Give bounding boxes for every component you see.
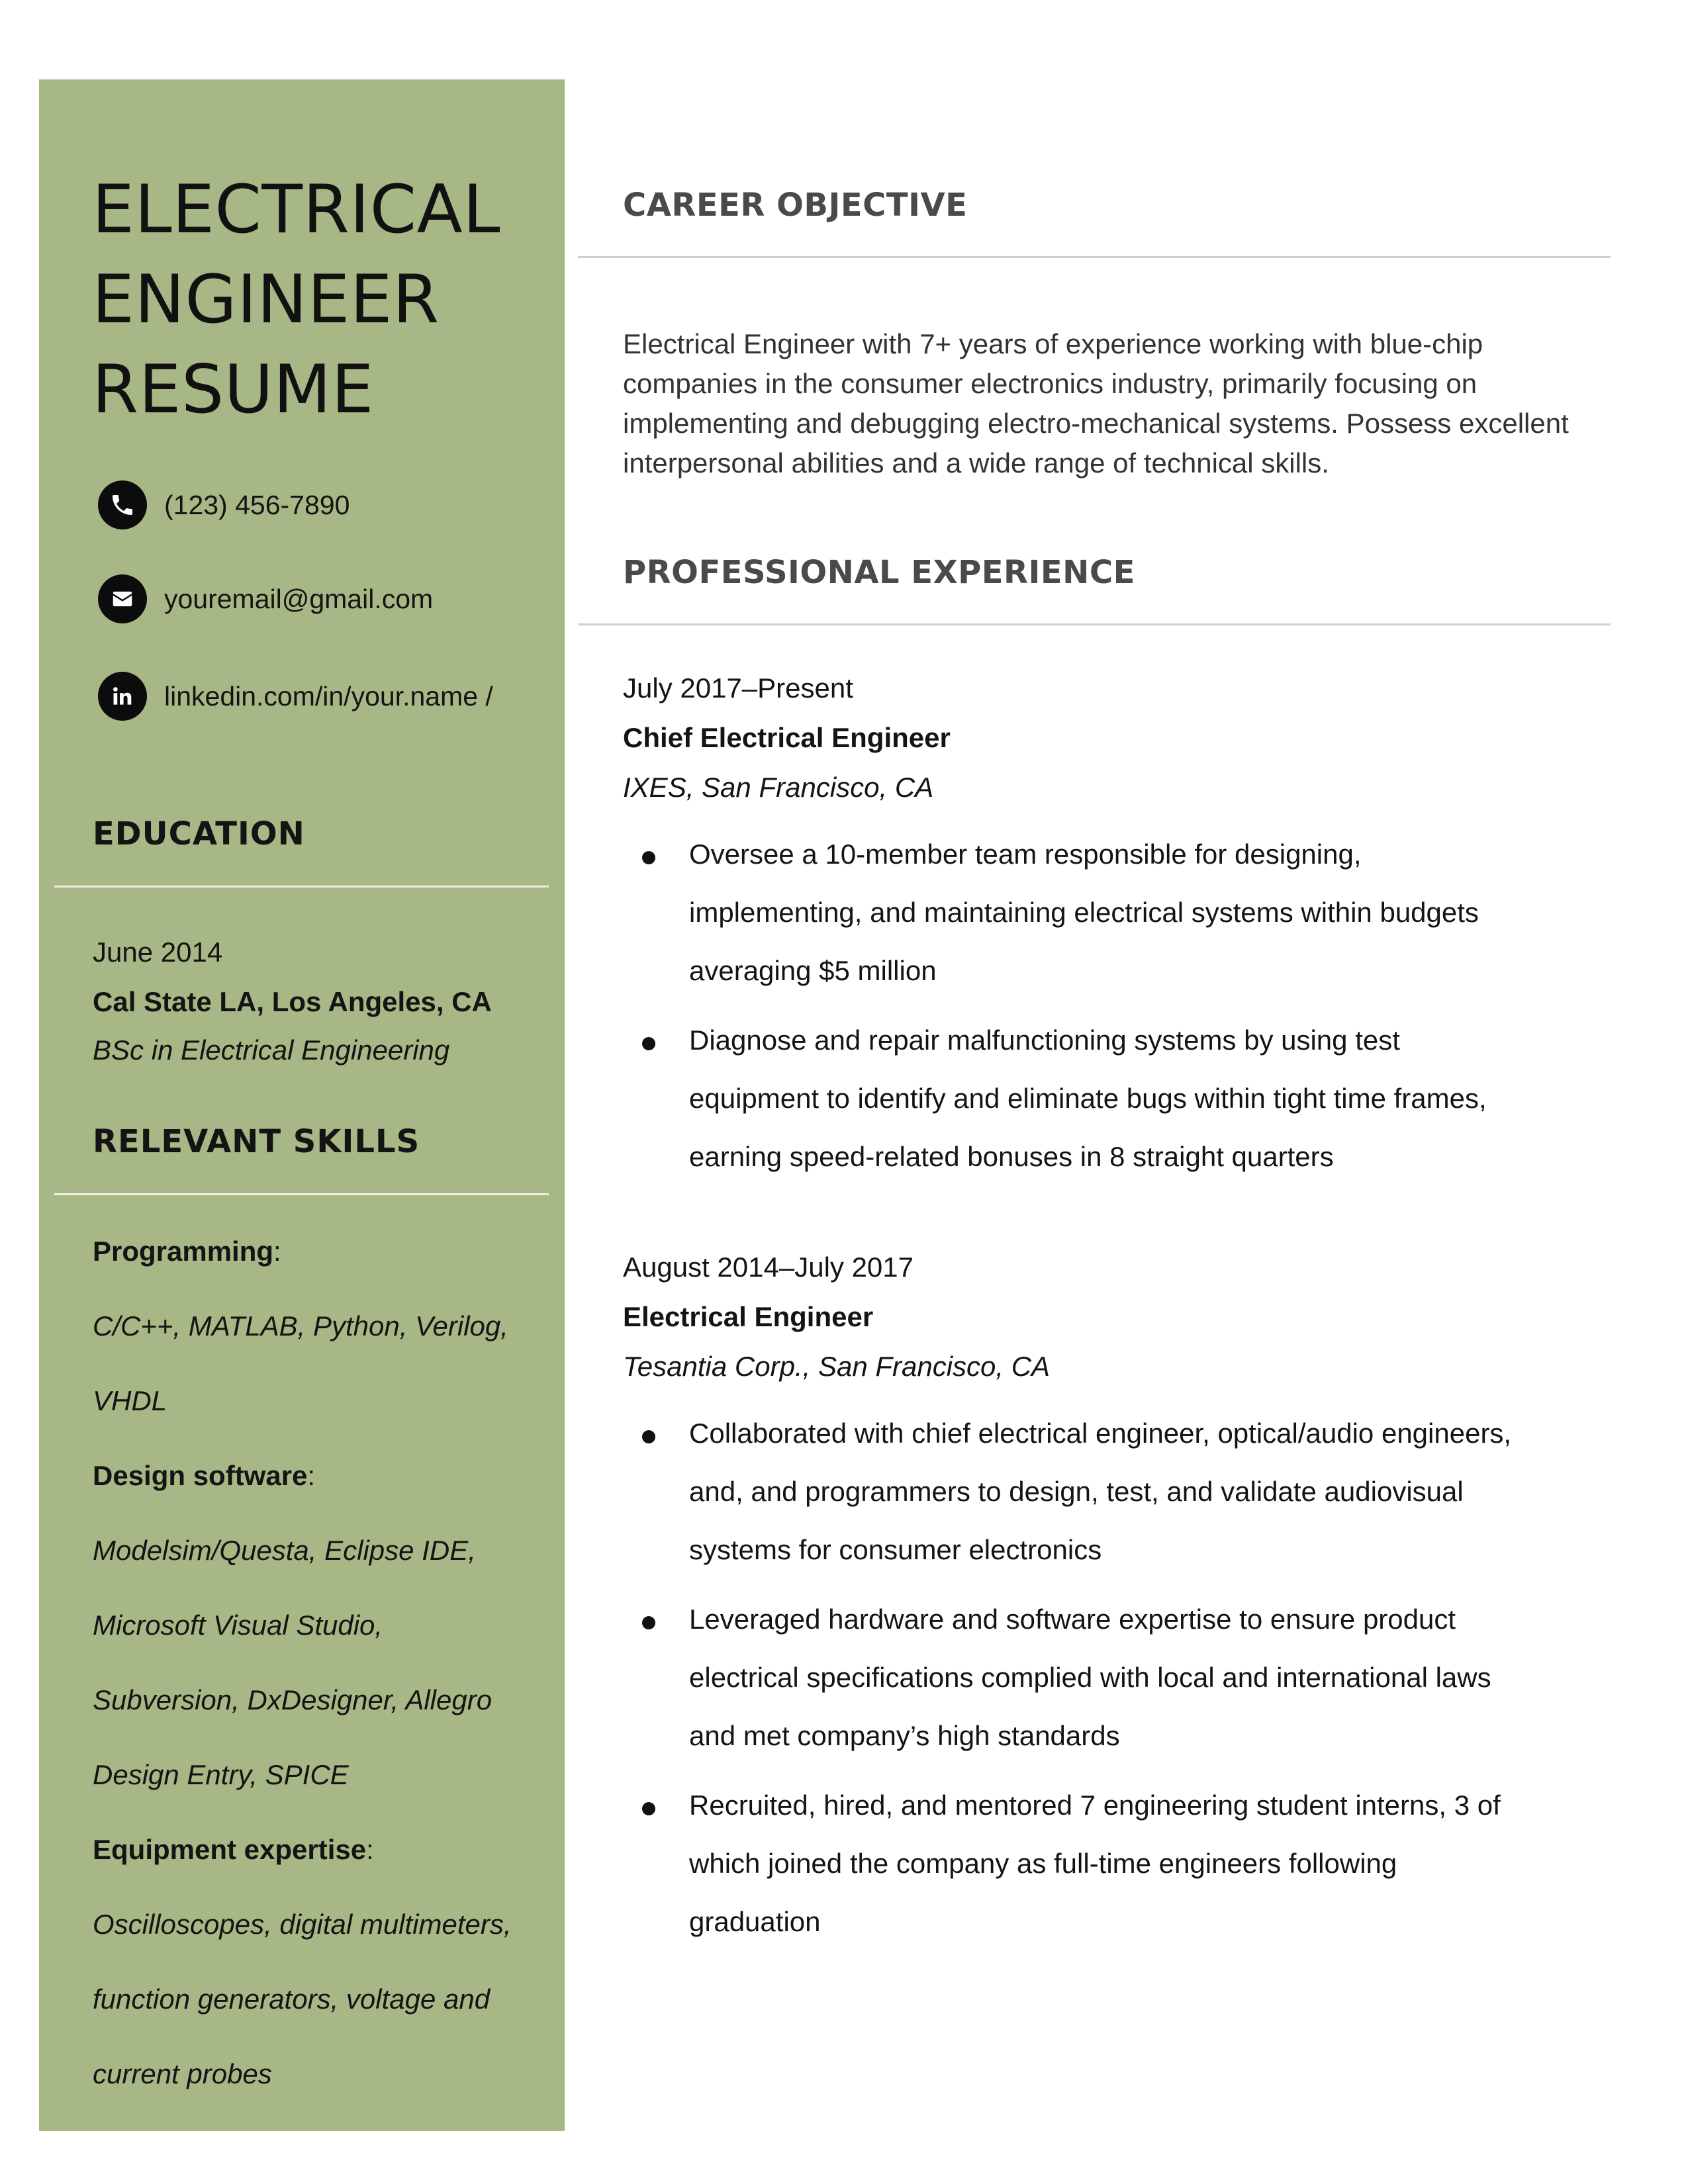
skill-item: function generators, voltage and (93, 1983, 491, 2015)
title-line: ELECTRICAL (92, 170, 500, 248)
divider (54, 886, 549, 887)
bullet-dot (642, 1616, 655, 1629)
linkedin-icon (98, 672, 147, 721)
skill-group-label: Design software: (93, 1460, 316, 1491)
job-company: IXES, San Francisco, CA (623, 772, 934, 803)
envelope-icon (98, 574, 147, 623)
resume-title (92, 164, 500, 434)
skill-item: C/C++, MATLAB, Python, Verilog, (93, 1310, 508, 1342)
experience-heading: PROFESSIONAL EXPERIENCE (623, 554, 1135, 591)
contact-linkedin (98, 671, 493, 721)
bullet-dot (642, 1802, 655, 1815)
skill-item: VHDL (93, 1385, 167, 1416)
linkedin-url[interactable]: linkedin.com/in/your.name / (164, 680, 493, 711)
bullet-text: graduation (689, 1906, 821, 1937)
bullet-text: Collaborated with chief electrical engineer, optical/audio engineers, (689, 1418, 1512, 1449)
bullet-dot (642, 851, 655, 864)
job-company: Tesantia Corp., San Francisco, CA (623, 1351, 1051, 1382)
skill-item: current probes (93, 2058, 272, 2089)
bullet-text: equipment to identify and eliminate bugs within tight time frames, (689, 1083, 1487, 1114)
education-degree: BSc in Electrical Engineering (93, 1034, 450, 1066)
email-address[interactable]: youremail@gmail.com (164, 583, 434, 614)
skills-heading: RELEVANT SKILLS (93, 1123, 420, 1160)
divider (578, 256, 1611, 258)
bullet-dot (642, 1037, 655, 1050)
bullet-text: and, and programmers to design, test, and validate audiovisual (689, 1476, 1464, 1507)
objective-text: Electrical Engineer with 7+ years of experience working with blue-chip companies in the consumer electronics industry, primarily focusing on implementing and debugging electro-mechanical systems. Possess excellent interpersonal abilities and a wide range of technical skills. (623, 328, 1569, 478)
skill-group-label: Equipment expertise: (93, 1834, 374, 1865)
title-line: RESUME (92, 350, 374, 428)
bullet-text: Diagnose and repair malfunctioning systems by using test (689, 1024, 1400, 1056)
objective-heading: CAREER OBJECTIVE (623, 187, 968, 224)
education-school: Cal State LA, Los Angeles, CA (93, 986, 492, 1017)
bullet-dot (642, 1430, 655, 1443)
bullet-text: and met company’s high standards (689, 1720, 1120, 1751)
divider (54, 1193, 549, 1195)
bullet-text: Leveraged hardware and software expertise to ensure product (689, 1604, 1456, 1635)
bullet-text: implementing, and maintaining electrical systems within budgets (689, 897, 1479, 928)
phone-icon (98, 480, 147, 529)
education-heading: EDUCATION (93, 815, 305, 852)
bullet-text: earning speed-related bonuses in 8 straight quarters (689, 1141, 1334, 1172)
phone-number: (123) 456-7890 (164, 489, 350, 520)
title-line: ENGINEER (92, 260, 440, 338)
skill-item: Modelsim/Questa, Eclipse IDE, (93, 1535, 476, 1566)
job-title: Electrical Engineer (623, 1301, 874, 1332)
divider (578, 623, 1611, 625)
bullet-text: systems for consumer electronics (689, 1534, 1102, 1565)
skill-item: Design Entry, SPICE (93, 1759, 349, 1790)
contact-phone (98, 480, 350, 530)
skill-item: Oscilloscopes, digital multimeters, (93, 1909, 512, 1940)
bullet-text: which joined the company as full-time engineers following (689, 1848, 1397, 1879)
bullet-text: averaging $5 million (689, 955, 937, 986)
contact-email (98, 574, 433, 624)
skill-item: Subversion, DxDesigner, Allegro (93, 1684, 492, 1715)
bullet-text: Oversee a 10-member team responsible for designing, (689, 839, 1362, 870)
job-dates: August 2014–July 2017 (623, 1251, 914, 1283)
education-date: June 2014 (93, 936, 223, 968)
bullet-text: Recruited, hired, and mentored 7 engineering student interns, 3 of (689, 1790, 1501, 1821)
bullet-text: electrical specifications complied with local and international laws (689, 1662, 1491, 1693)
job-title: Chief Electrical Engineer (623, 722, 951, 753)
skill-item: Microsoft Visual Studio, (93, 1610, 383, 1641)
job-dates: July 2017–Present (623, 672, 853, 704)
skill-group-label: Programming: (93, 1236, 281, 1267)
